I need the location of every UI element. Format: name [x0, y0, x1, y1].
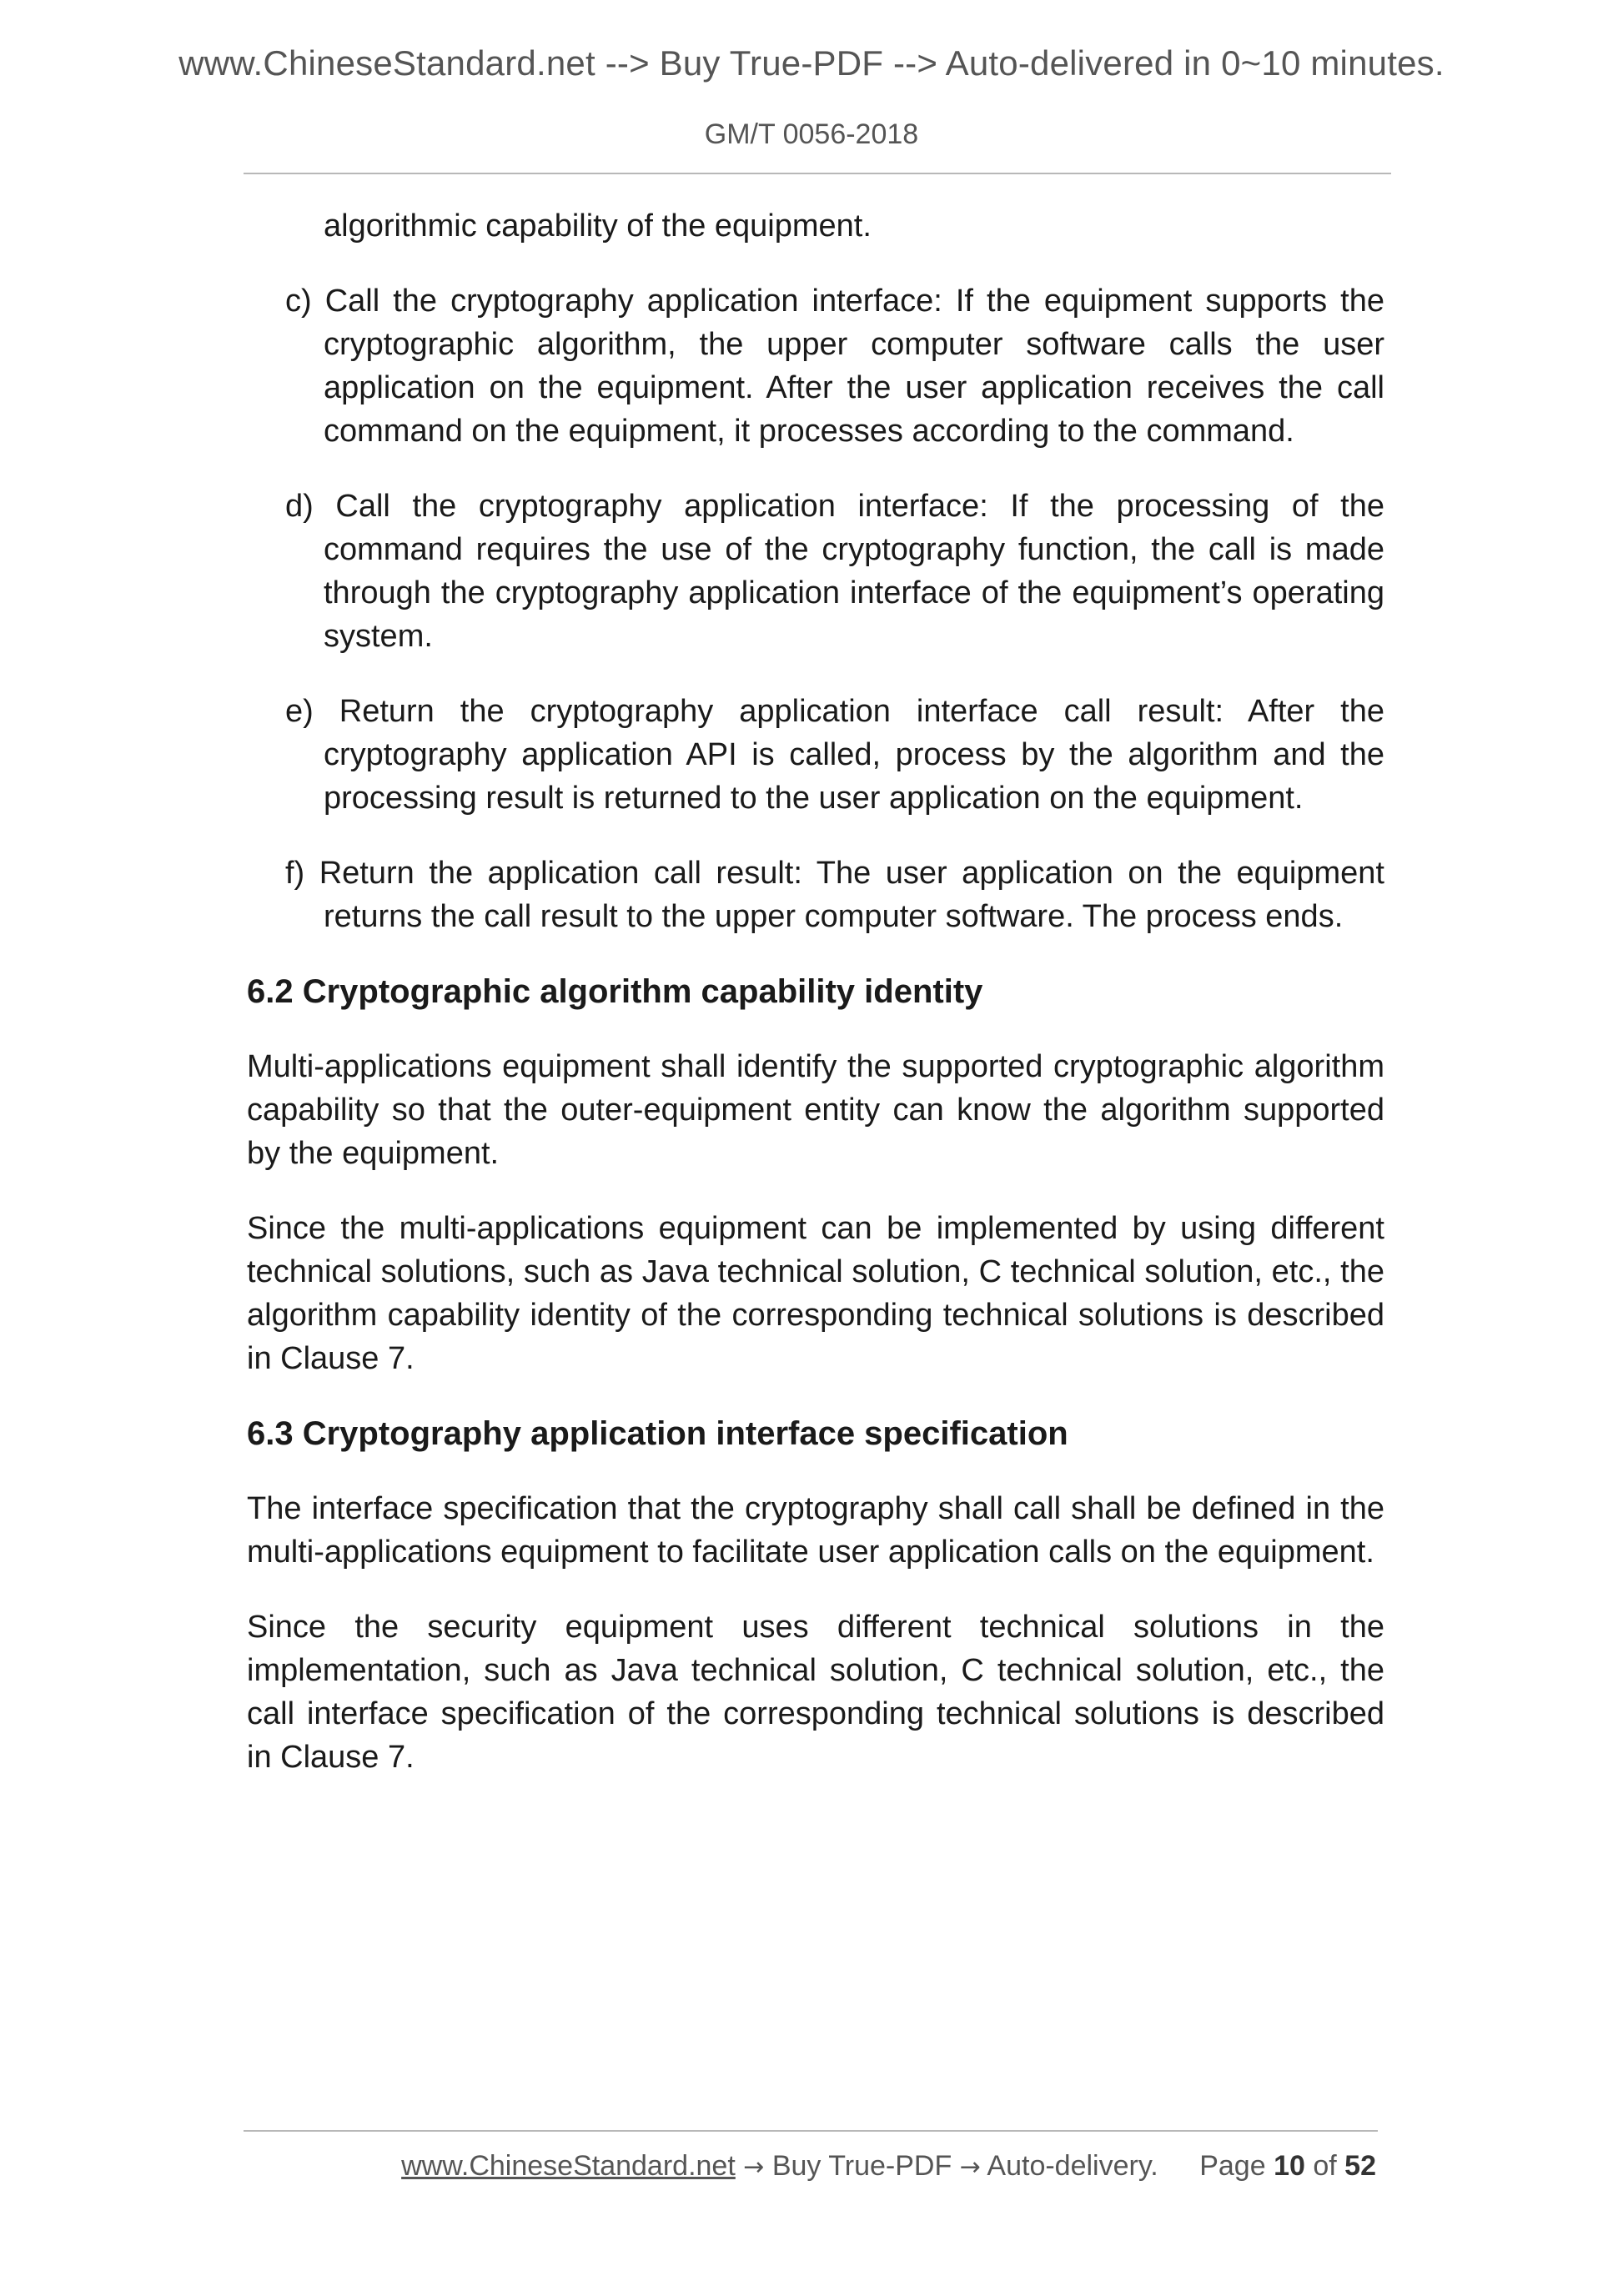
document-number: GM/T 0056-2018 — [704, 118, 919, 150]
list-item-e: e) Return the cryptography application interface call result: After the cryptography application API is called, process by the algorithm and the processing result is returned to the user application on the equipment. — [285, 694, 1384, 816]
total-pages: 52 — [1344, 2150, 1376, 2182]
site-banner: www.ChineseStandard.net --> Buy True-PDF --> Auto-delivered in 0~10 minutes. — [178, 43, 1445, 83]
arrow-right-icon: → — [959, 2153, 981, 2182]
arrow-right-icon: → — [743, 2153, 765, 2182]
footer-divider — [244, 2130, 1378, 2132]
list-item-c: c) Call the cryptography application interface: If the equipment supports the cryptographic algorithm, the upper computer software calls the user application on the equipment. After the user application receives the call command on the equipment, it processes according to the command. — [285, 284, 1384, 449]
of-label: of — [1313, 2150, 1337, 2182]
paragraph: Multi-applications equipment shall identify the supported cryptographic algorithm capability so that the outer-equipment entity can know the algorithm supported by the equipment. — [247, 1049, 1384, 1171]
paragraph: Since the multi-applications equipment can be implemented by using different technical solutions, such as Java technical solution, C technical solution, etc., the algorithm capability identity of the corresponding technical solutions is described in Clause 7. — [247, 1211, 1384, 1376]
page-label: Page — [1199, 2150, 1266, 2182]
continuation-text: algorithmic capability of the equipment. — [324, 208, 872, 244]
section-heading-6-2: 6.2 Cryptographic algorithm capability identity — [247, 973, 983, 1010]
list-item-d: d) Call the cryptography application interface: If the processing of the command requires the use of the cryptography function, the call is made through the cryptography application interface of the equipment’s operating system. — [285, 489, 1384, 654]
paragraph: The interface specification that the cryptography shall call shall be defined in the multi-applications equipment to facilitate user application calls on the equipment. — [247, 1491, 1384, 1570]
delivery-text: Auto-delivery. — [987, 2150, 1158, 2182]
page-number: 10 — [1274, 2150, 1305, 2182]
page-content — [247, 204, 1384, 1811]
buy-text: Buy True-PDF — [771, 2150, 952, 2182]
section-heading-6-3: 6.3 Cryptography application interface specification — [247, 1415, 1068, 1452]
list-item-f: f) Return the application call result: The user application on the equipment returns the call result to the upper computer software. The process ends. — [285, 856, 1384, 934]
paragraph: Since the security equipment uses different technical solutions in the implementation, such as Java technical solution, C technical solution, etc., the call interface specification of the corresponding technical solutions is described in Clause 7. — [247, 1610, 1384, 1775]
page-footer — [401, 2150, 1376, 2183]
site-link[interactable]: www.ChineseStandard.net — [401, 2150, 736, 2182]
header-divider — [244, 173, 1391, 174]
